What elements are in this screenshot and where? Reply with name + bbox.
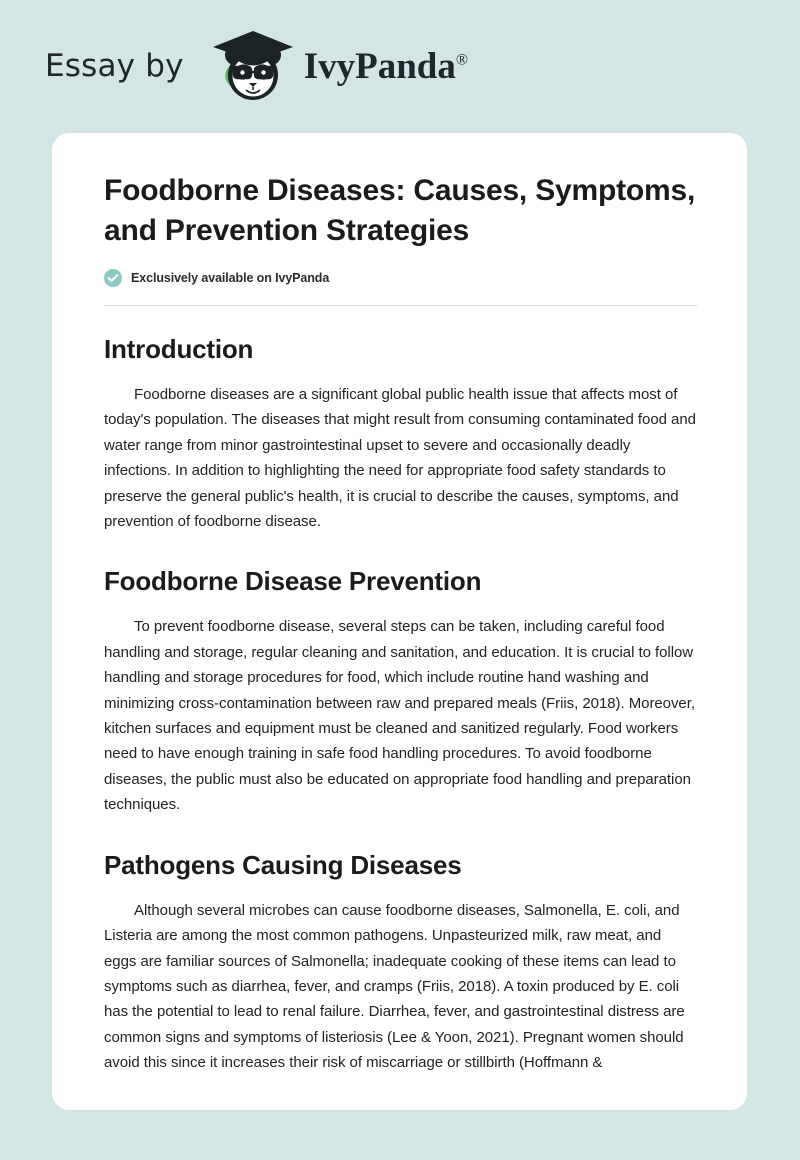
section-heading-introduction: Introduction	[104, 334, 254, 364]
section-heading-pathogens-causing-diseases: Pathogens Causing Diseases	[104, 849, 462, 880]
section-heading-foodborne-disease-prevention: Foodborne Disease Prevention	[104, 566, 482, 597]
panda-graduation-cap-icon	[202, 28, 302, 106]
essay-by-label: Essay by	[45, 48, 184, 84]
section-paragraph: Although several microbes can cause foodborne diseases, Salmonella, E. coli, and Listeria are among the most common pathogens. Unpasteurized milk, raw meat, and eggs are familiar sources of Salmonella; inadequate cooking of these items can lead to symptoms such as diarrhea, fever, and cramps (Friis, 2018). A toxin produced by E. coli has the potential to lead to renal failure. Diarrhea, fever, and gastrointestinal distress are common signs and symptoms of listeriosis (Lee & Yoon, 2021). Pregnant women should avoid this since it increases their risk of miscarriage or stillbirth (Hoffmann &	[104, 901, 685, 1072]
site-header	[0, 0, 800, 133]
check-circle-icon	[104, 269, 122, 287]
exclusive-availability-label: Exclusively available on IvyPanda	[131, 271, 330, 285]
page-title: Foodborne Diseases: Causes, Symptoms, and Prevention Strategies	[104, 174, 696, 247]
essay-card	[52, 133, 747, 1110]
section-paragraph: Foodborne diseases are a significant global public health issue that affects most of today's population. The diseases that might result from consuming contaminated food and water range from minor gastrointestinal upset to severe and occasionally deadly infections. In addition to highlighting the need for appropriate food safety standards to preserve the general public's health, it is crucial to describe the causes, symptoms, and prevention of foodborne disease.	[104, 386, 696, 531]
section-paragraph: To prevent foodborne disease, several steps can be taken, including careful food handling and storage, regular cleaning and sanitation, and education. It is crucial to follow handling and storage procedures for food, which include routine hand washing and minimizing cross-contamination between raw and prepared meals (Friis, 2018). Moreover, kitchen surfaces and equipment must be cleaned and sanitized regularly. Food workers need to have enough training in safe food handling procedures. To avoid foodborne diseases, the public must also be educated on appropriate food handling and preparation techniques.	[104, 618, 695, 814]
title-divider	[104, 305, 697, 306]
registered-trademark-icon: ®	[455, 51, 469, 69]
ivypanda-wordmark	[304, 48, 468, 85]
ivypanda-logo[interactable]	[202, 28, 468, 106]
exclusive-availability-badge	[104, 269, 697, 287]
brand-name-text: IvyPanda	[303, 46, 456, 87]
